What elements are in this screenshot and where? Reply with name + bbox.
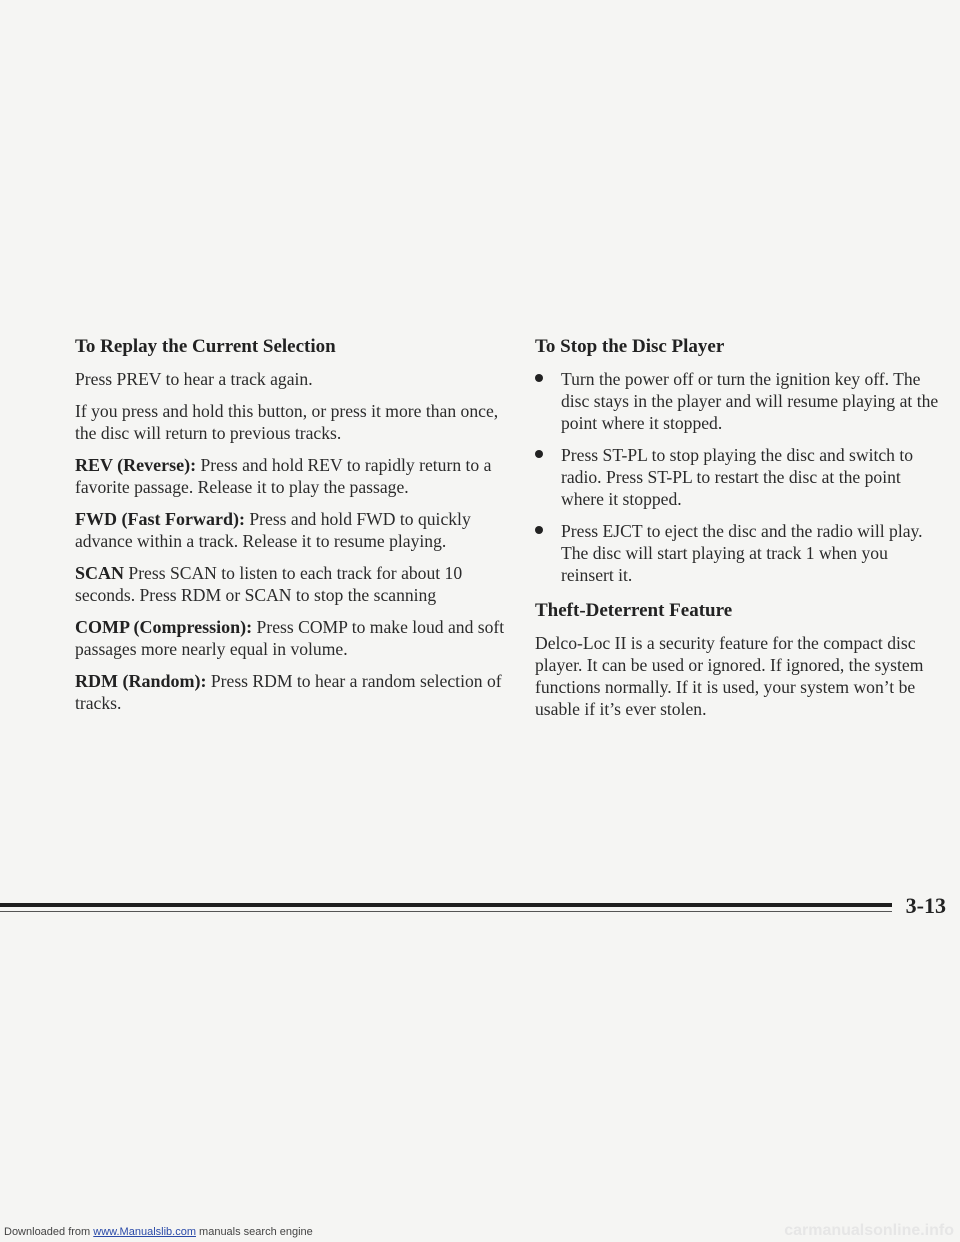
watermark: carmanualsonline.info (784, 1222, 954, 1239)
theft-paragraph: Delco-Loc II is a security feature for the compact disc player. It can be used or ignored. If ignored, the system functions normally. If it is used, your system won’t be usable if it’s ever stolen. (535, 633, 924, 719)
comp-text: Press COMP to make loud and soft passages more nearly equal in volume. (75, 617, 505, 659)
fwd-paragraph (75, 508, 505, 552)
download-footer: Downloaded from www.Manualslib.com manuals search engine (4, 1226, 313, 1238)
rev-paragraph (75, 454, 505, 498)
rdm-text: Press RDM to hear a random selection of tracks. (75, 671, 502, 713)
scan-paragraph (75, 562, 505, 606)
bullet-icon (535, 450, 543, 458)
fwd-term: FWD (Fast Forward): (75, 509, 245, 529)
bullet-icon (535, 526, 543, 534)
comp-paragraph (75, 616, 505, 660)
bullet-icon (535, 374, 543, 382)
list-item: Press EJCT to eject the disc and the radio will play. The disc will start playing at track 1 when you reinsert it. (535, 520, 945, 586)
prev-paragraph: Press PREV to hear a track again. (75, 369, 313, 389)
list-item: Press ST-PL to stop playing the disc and switch to radio. Press ST-PL to restart the disc at the point where it stopped. (535, 444, 945, 510)
page-number: 3-13 (905, 893, 946, 918)
rev-term: REV (Reverse): (75, 455, 197, 475)
scan-term: SCAN (75, 563, 125, 583)
manualslib-link[interactable]: www.Manualslib.com (93, 1226, 196, 1238)
comp-term: COMP (Compression): (75, 617, 253, 637)
rdm-paragraph (75, 670, 505, 714)
stop-bullet-list (535, 368, 945, 586)
right-column (535, 336, 945, 730)
scan-text: Press SCAN to listen to each track for about 10 seconds. Press RDM or SCAN to stop the scanning (75, 563, 463, 605)
fwd-text: Press and hold FWD to quickly advance within a track. Release it to resume playing. (75, 509, 471, 551)
replay-heading: To Replay the Current Selection (75, 336, 336, 357)
hold-paragraph: If you press and hold this button, or press it more than once, the disc will return to previous tracks. (75, 401, 499, 443)
left-column (75, 336, 505, 724)
stop-heading: To Stop the Disc Player (535, 336, 725, 357)
theft-heading: Theft-Deterrent Feature (535, 600, 733, 621)
rev-text: Press and hold REV to rapidly return to a favorite passage. Release it to play the passage. (75, 455, 492, 497)
list-item: Turn the power off or turn the ignition key off. The disc stays in the player and will resume playing at the point where it stopped. (535, 368, 945, 434)
rdm-term: RDM (Random): (75, 671, 207, 691)
